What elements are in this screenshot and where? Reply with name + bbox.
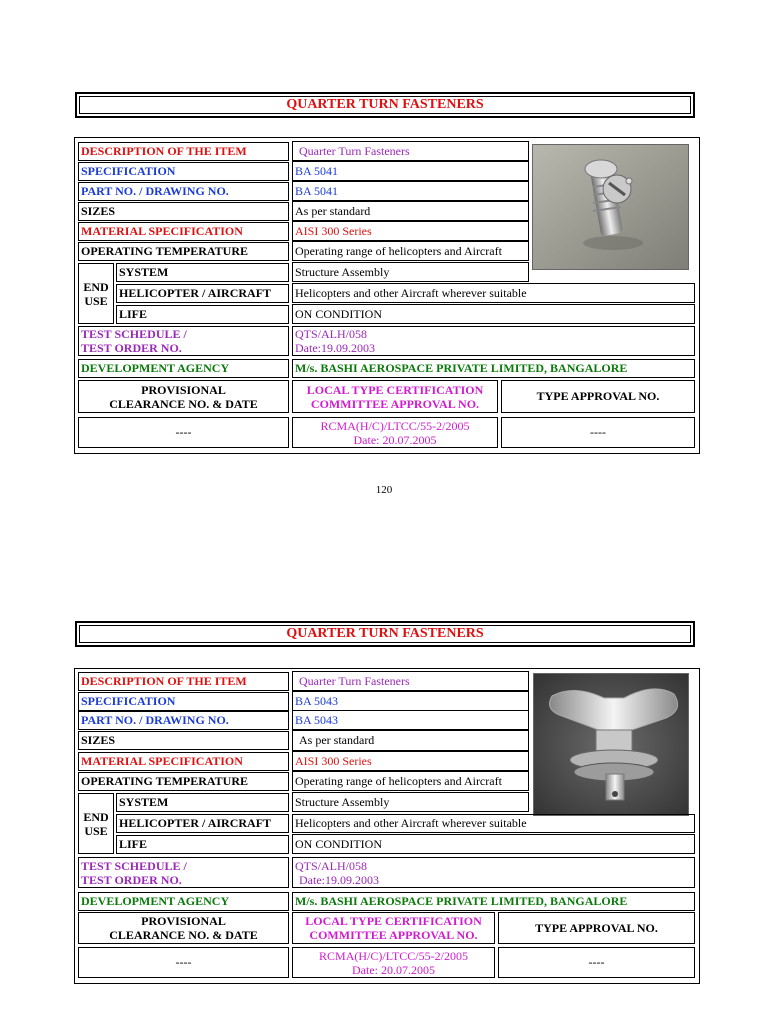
description-label: DESCRIPTION OF THE ITEM	[78, 672, 289, 691]
ltcc-header	[292, 380, 498, 413]
ltcc-value-2: Date: 20.07.2005	[352, 962, 435, 977]
ltcc-value-1: RCMA(H/C)/LTCC/55-2/2005	[320, 418, 470, 433]
life-value: ON CONDITION	[292, 834, 695, 854]
type-header: TYPE APPROVAL NO.	[501, 380, 695, 413]
type-value: ----	[501, 417, 695, 448]
ltcc-header	[292, 912, 495, 944]
enduse-label	[78, 793, 114, 854]
test-label-1: TEST SCHEDULE /	[81, 858, 187, 873]
fastener-photo-2	[533, 673, 689, 816]
sheet-title: QUARTER TURN FASTENERS	[79, 625, 691, 643]
description-value	[292, 141, 529, 161]
fastener-image	[534, 674, 689, 816]
enduse-line-1: END	[83, 279, 109, 294]
test-value-1: QTS/ALH/058	[295, 327, 367, 341]
test-value	[292, 857, 695, 888]
description-value	[292, 671, 529, 691]
partno-label: PART NO. / DRAWING NO.	[78, 182, 289, 201]
material-value: AISI 300 Series	[292, 751, 529, 771]
specification-value: BA 5041	[292, 161, 529, 181]
test-value-1: QTS/ALH/058	[295, 858, 367, 873]
sizes-label: SIZES	[78, 202, 289, 221]
fastener-image	[533, 145, 689, 270]
partno-label: PART NO. / DRAWING NO.	[78, 711, 289, 730]
devagency-label: DEVELOPMENT AGENCY	[78, 359, 289, 378]
type-header: TYPE APPROVAL NO.	[498, 912, 695, 944]
test-label-2: TEST ORDER NO.	[81, 341, 182, 355]
heli-value: Helicopters and other Aircraft wherever suitable	[292, 283, 695, 303]
system-label: SYSTEM	[116, 263, 289, 282]
test-value-2: Date:19.09.2003	[299, 872, 379, 887]
prov-value: ----	[78, 947, 289, 978]
devagency-value: M/s. BASHI AEROSPACE PRIVATE LIMITED, BANGALORE	[292, 359, 695, 378]
prov-header-2: CLEARANCE NO. & DATE	[109, 928, 258, 942]
sizes-text: As per standard	[299, 733, 375, 747]
specification-label: SPECIFICATION	[78, 162, 289, 181]
prov-header-2: CLEARANCE NO. & DATE	[109, 396, 258, 411]
enduse-line-1: END	[83, 809, 109, 824]
sizes-value	[292, 730, 529, 751]
prov-header	[78, 380, 289, 413]
enduse-line-2: USE	[84, 823, 108, 838]
ltcc-header-1: LOCAL TYPE CERTIFICATION	[306, 382, 484, 397]
system-value: Structure Assembly	[292, 792, 529, 812]
test-label	[78, 857, 289, 888]
description-text: Quarter Turn Fasteners	[299, 673, 410, 688]
material-label: MATERIAL SPECIFICATION	[78, 222, 289, 241]
life-label: LIFE	[116, 305, 289, 324]
system-label: SYSTEM	[116, 793, 289, 812]
type-value: ----	[498, 947, 695, 978]
devagency-value: M/s. BASHI AEROSPACE PRIVATE LIMITED, BANGALORE	[292, 892, 695, 911]
ltcc-value-2: Date: 20.07.2005	[353, 432, 437, 447]
material-value: AISI 300 Series	[292, 221, 529, 241]
specification-value: BA 5043	[292, 691, 529, 711]
prov-value: ----	[78, 417, 289, 448]
enduse-label	[78, 263, 114, 324]
specification-label: SPECIFICATION	[78, 692, 289, 711]
optemp-value: Operating range of helicopters and Aircraft	[292, 241, 529, 261]
ltcc-value	[292, 417, 498, 448]
enduse-line-2: USE	[84, 293, 108, 308]
test-label	[78, 326, 289, 356]
partno-value: BA 5041	[292, 181, 529, 201]
optemp-value: Operating range of helicopters and Aircraft	[292, 771, 529, 791]
description-text: Quarter Turn Fasteners	[299, 143, 410, 158]
system-value: Structure Assembly	[292, 262, 529, 282]
sizes-label: SIZES	[78, 731, 289, 750]
life-label: LIFE	[116, 835, 289, 854]
partno-value: BA 5043	[292, 710, 529, 730]
prov-header	[78, 912, 289, 944]
ltcc-header-2: COMMITTEE APPROVAL NO.	[310, 396, 480, 411]
test-value-2: Date:19.09.2003	[295, 341, 375, 355]
heli-value: Helicopters and other Aircraft wherever suitable	[292, 814, 695, 833]
heli-label: HELICOPTER / AIRCRAFT	[116, 284, 289, 303]
sheet-title-box	[75, 621, 695, 647]
ltcc-header-1: LOCAL TYPE CERTIFICATION	[305, 914, 482, 928]
material-label: MATERIAL SPECIFICATION	[78, 752, 289, 771]
test-label-2: TEST ORDER NO.	[81, 872, 182, 887]
sizes-value: As per standard	[292, 201, 529, 221]
sheet-title: QUARTER TURN FASTENERS	[79, 96, 691, 114]
description-label: DESCRIPTION OF THE ITEM	[78, 142, 289, 161]
fastener-photo-1	[532, 144, 689, 270]
sheet-title-box	[75, 92, 695, 118]
ltcc-header-2: COMMITTEE APPROVAL NO.	[309, 928, 478, 942]
ltcc-value	[292, 947, 495, 978]
test-label-1: TEST SCHEDULE /	[81, 327, 187, 341]
prov-header-1: PROVISIONAL	[141, 382, 226, 397]
page-number: 120	[375, 484, 393, 496]
ltcc-value-1: RCMA(H/C)/LTCC/55-2/2005	[319, 948, 468, 963]
devagency-label: DEVELOPMENT AGENCY	[78, 892, 289, 911]
prov-header-1: PROVISIONAL	[141, 914, 226, 928]
test-value	[292, 326, 695, 356]
optemp-label: OPERATING TEMPERATURE	[78, 242, 289, 261]
life-value: ON CONDITION	[292, 304, 695, 324]
heli-label: HELICOPTER / AIRCRAFT	[116, 814, 289, 833]
optemp-label: OPERATING TEMPERATURE	[78, 772, 289, 791]
